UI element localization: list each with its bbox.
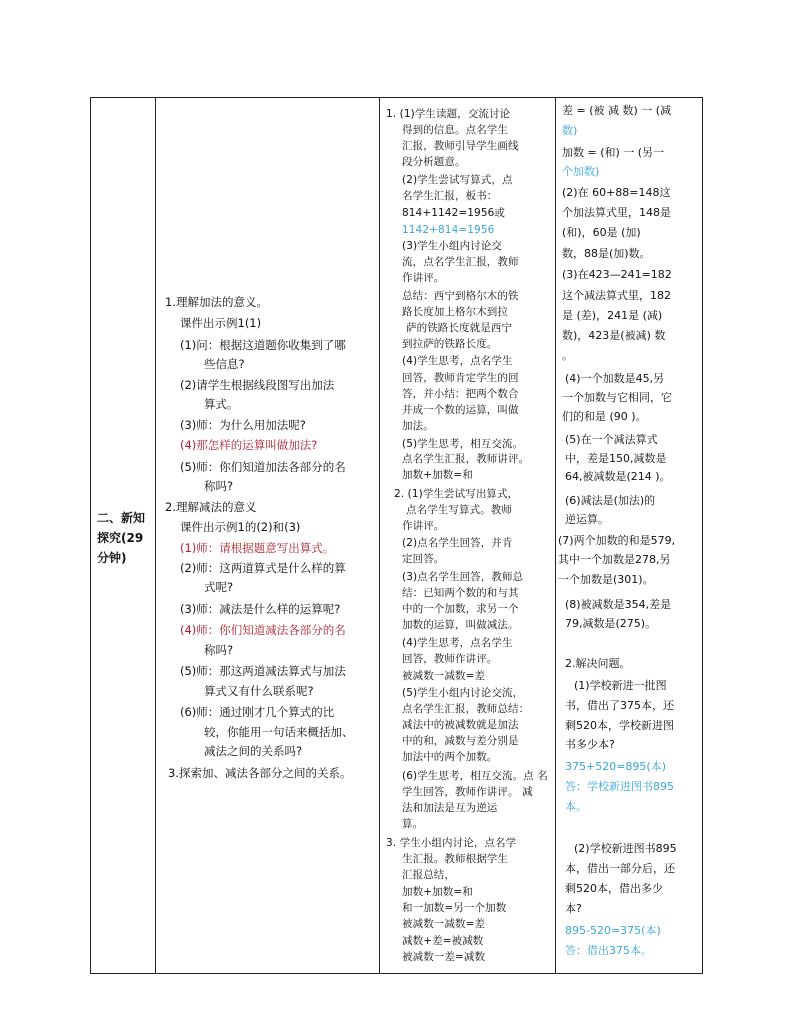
text-line: 点名学生汇报，教师总结： [402, 703, 530, 715]
text-line: 并成一个数的运算，叫做 [402, 404, 519, 416]
text-line: 79,减数是(275)。 [565, 617, 657, 630]
text-line: (4)那怎样的运算叫做加法? [180, 438, 318, 452]
text-line: 1. (1)学生读题，交流讨论 [386, 108, 511, 120]
text-line: 定回答。 [402, 553, 445, 565]
text-line: 书多少本? [565, 738, 615, 751]
text-line: 数) [562, 124, 578, 137]
text-line: (6)学生思考，相互交流。点 名 [402, 770, 548, 782]
text-line: 们的和是 (90 )。 [562, 410, 647, 423]
formula: 被减数一差=减数 [402, 951, 486, 963]
text-line: 作讲评。 [402, 520, 445, 532]
text-line: 名学生汇报，板书： [402, 190, 498, 202]
text-line: 。 [562, 349, 573, 362]
text-line: (6)减法是(加法)的 [565, 494, 656, 507]
text-line: 数，88是(加)数。 [562, 247, 651, 260]
text-line: 称吗? [204, 479, 234, 493]
text-line: (3)在423—241=182 [562, 268, 672, 281]
answer-formula: 895-520=375(本) [565, 924, 661, 937]
text-line: (2)学校新进图书895 [574, 842, 677, 855]
text-line: 814+1142=1956或 [402, 207, 505, 219]
text-line: 课件出示例1的(2)和(3) [180, 520, 301, 534]
text-line: 算式又有什么联系呢? [204, 684, 314, 698]
text-line: 结：已知两个数的和与其 [402, 587, 519, 599]
text-line: (2)请学生根据线段图写出加法 [180, 378, 335, 392]
text-line: (1)学校新进一批图 [574, 679, 667, 692]
text-line: 答，并小结：把两个数合 [402, 388, 519, 400]
text-line: 称吗? [204, 643, 234, 657]
text-line: 汇报总结， [402, 869, 455, 881]
text-line: 个加法算式里，148是 [562, 206, 671, 219]
text-line: 减法中的被减数就是加法 [402, 719, 519, 731]
text-line: 一个加数与它相同，它 [562, 391, 672, 404]
answer-text: 答：学校新进图书895 [565, 780, 674, 793]
text-line: 数)，423是(被减) 数 [562, 329, 666, 342]
formula: 和一加数=另一个加数 [402, 902, 507, 914]
text-line: (5)学生思考，相互交流。 [402, 438, 524, 450]
text-line: 点名学生汇报，教师讲评。 [402, 453, 530, 465]
text-line: 作讲评。 [402, 272, 445, 284]
text-line: 式呢? [204, 580, 234, 594]
text-line: (和)，60是 (加) [562, 226, 641, 239]
section-label-cell [91, 98, 155, 973]
text-line: 些信息? [204, 357, 245, 371]
text-line: 得到的信息。点名学生 [402, 124, 508, 136]
lesson-table [90, 97, 703, 974]
text-line: 其中一个加数是278,另 [558, 553, 671, 566]
text-line: 汇报，教师引导学生画线 [402, 140, 519, 152]
text-line: (3)学生小组内讨论交 [402, 240, 502, 252]
text-line: 差 = (被 减 数) 一 (减 [562, 104, 672, 117]
formula: 被减数一减数=差 [402, 918, 486, 930]
formula: 加数+加数=和 [402, 886, 473, 898]
text-line: 中，差是150,减数是 [565, 452, 667, 465]
text-line: 加数+加数=和 [402, 469, 473, 481]
text-line: 萨的铁路长度就是西宁 [406, 322, 512, 334]
text-line: (1)问：根据这道题你收集到了哪 [180, 338, 346, 352]
text-line: (2)点名学生回答，并肯 [402, 537, 513, 549]
text-line: (5)在一个减法算式 [565, 433, 658, 446]
text-line: 中的一个加数，求另一个 [402, 603, 519, 615]
text-line: 点名学生写算式。教师 [406, 504, 512, 516]
text-line: 3. 学生小组内讨论，点名学 [386, 837, 517, 849]
text-line: (1)师：请根据题意写出算式。 [180, 541, 335, 555]
text-line: 生汇报。教师根据学生 [402, 853, 508, 865]
text-line: (5)学生小组内讨论交流， [402, 687, 524, 699]
text-line: (2)师：这两道算式是什么样的算 [180, 561, 346, 575]
text-line: (6)师：通过刚才几个算式的比 [180, 705, 335, 719]
text-line: 本? [565, 902, 582, 915]
text-line: 路长度加上格尔木到拉 [402, 306, 508, 318]
text-line: 段分析题意。 [402, 156, 466, 168]
text-line: 加法。 [402, 420, 434, 432]
text-line: 一个加数是(301)。 [558, 573, 654, 586]
text-line: 回答，教师肯定学生的回 [402, 372, 519, 384]
text-line: 64,被减数是(214 )。 [565, 470, 671, 483]
text-line: (2)学生尝试写算式，点 [402, 174, 513, 186]
text-line: 书，借出了375本，还 [565, 699, 674, 712]
text-line: 被减数一减数=差 [402, 670, 486, 682]
text-line: 加数的运算，叫做减法。 [402, 619, 519, 631]
text-line: 到拉萨的铁路长度。 [402, 338, 498, 350]
text-line: (3)师：减法是什么样的运算呢? [180, 602, 341, 616]
text-line: 是 (差)，241是 (减) [562, 309, 663, 322]
teacher-activity-cell [156, 98, 379, 973]
text-line: 较，你能用一句话来概括加、 [204, 725, 354, 739]
heading: 2.理解减法的意义 [165, 500, 257, 514]
practice-cell [556, 98, 703, 973]
text-line: (3)师：为什么用加法呢? [180, 418, 306, 432]
text-line: 法和加法是互为逆运 [402, 802, 498, 814]
text-line: 学生回答，教师作讲评。 减 [402, 786, 533, 798]
text-line: 算。 [402, 818, 424, 830]
text-line: (2)在 60+88=148这 [562, 186, 671, 199]
formula: 减数+差=被减数 [402, 935, 484, 947]
heading: 2.解决问题。 [565, 657, 631, 670]
text-line: 逆运算。 [565, 513, 609, 526]
text-line: 中的和，减数与差分别是 [402, 735, 519, 747]
text-line: (7)两个加数的和是579, [558, 534, 676, 547]
text-line: 流，点名学生汇报，教师 [402, 256, 519, 268]
text-line: (4)学生思考，点名学生 [402, 637, 513, 649]
text-line: 剩520本，学校新进图 [565, 719, 674, 732]
text-line: (3)点名学生回答，教师总 [402, 571, 524, 583]
text-line: (4)学生思考，点名学生 [402, 355, 513, 367]
text-line: 个加数) [562, 165, 600, 178]
text-line: 回答，教师作讲评。 [402, 653, 498, 665]
text-line: 减法之间的关系吗? [204, 744, 303, 758]
student-activity-cell [380, 98, 555, 973]
heading: 3.探索加、减法各部分之间的关系。 [168, 766, 352, 780]
section-label: 二、新知 [97, 511, 146, 525]
text-line: (4)一个加数是45,另 [565, 372, 665, 385]
text-line: 算式。 [204, 397, 239, 411]
text-line: 1142+814=1956 [402, 224, 495, 236]
text-line: 课件出示例1(1) [180, 316, 262, 330]
section-label: 分钟) [97, 551, 127, 565]
text-line: 剩520本，借出多少 [565, 882, 663, 895]
section-label: 探究(29 [97, 531, 144, 545]
answer-formula: 375+520=895(本) [565, 760, 667, 773]
text-line: (5)师：那这两道减法算式与加法 [180, 664, 346, 678]
text-line: (5)师：你们知道加法各部分的名 [180, 460, 346, 474]
answer-text: 本。 [565, 800, 587, 813]
text-line: 总结：西宁到格尔木的铁 [402, 290, 519, 302]
text-line: 加法中的两个加数。 [402, 751, 498, 763]
text-line: (8)被减数是354,差是 [565, 598, 672, 611]
text-line: (4)师：你们知道减法各部分的名 [180, 623, 346, 637]
text-line: 加数 = (和) 一 (另一 [562, 146, 665, 159]
heading: 1.理解加法的意义。 [165, 295, 268, 309]
text-line: 本，借出一部分后，还 [565, 862, 675, 875]
text-line: 2. (1)学生尝试写出算式， [394, 488, 519, 500]
text-line: 这个减法算式里，182 [562, 289, 671, 302]
answer-text: 答：借出375本。 [565, 944, 652, 957]
